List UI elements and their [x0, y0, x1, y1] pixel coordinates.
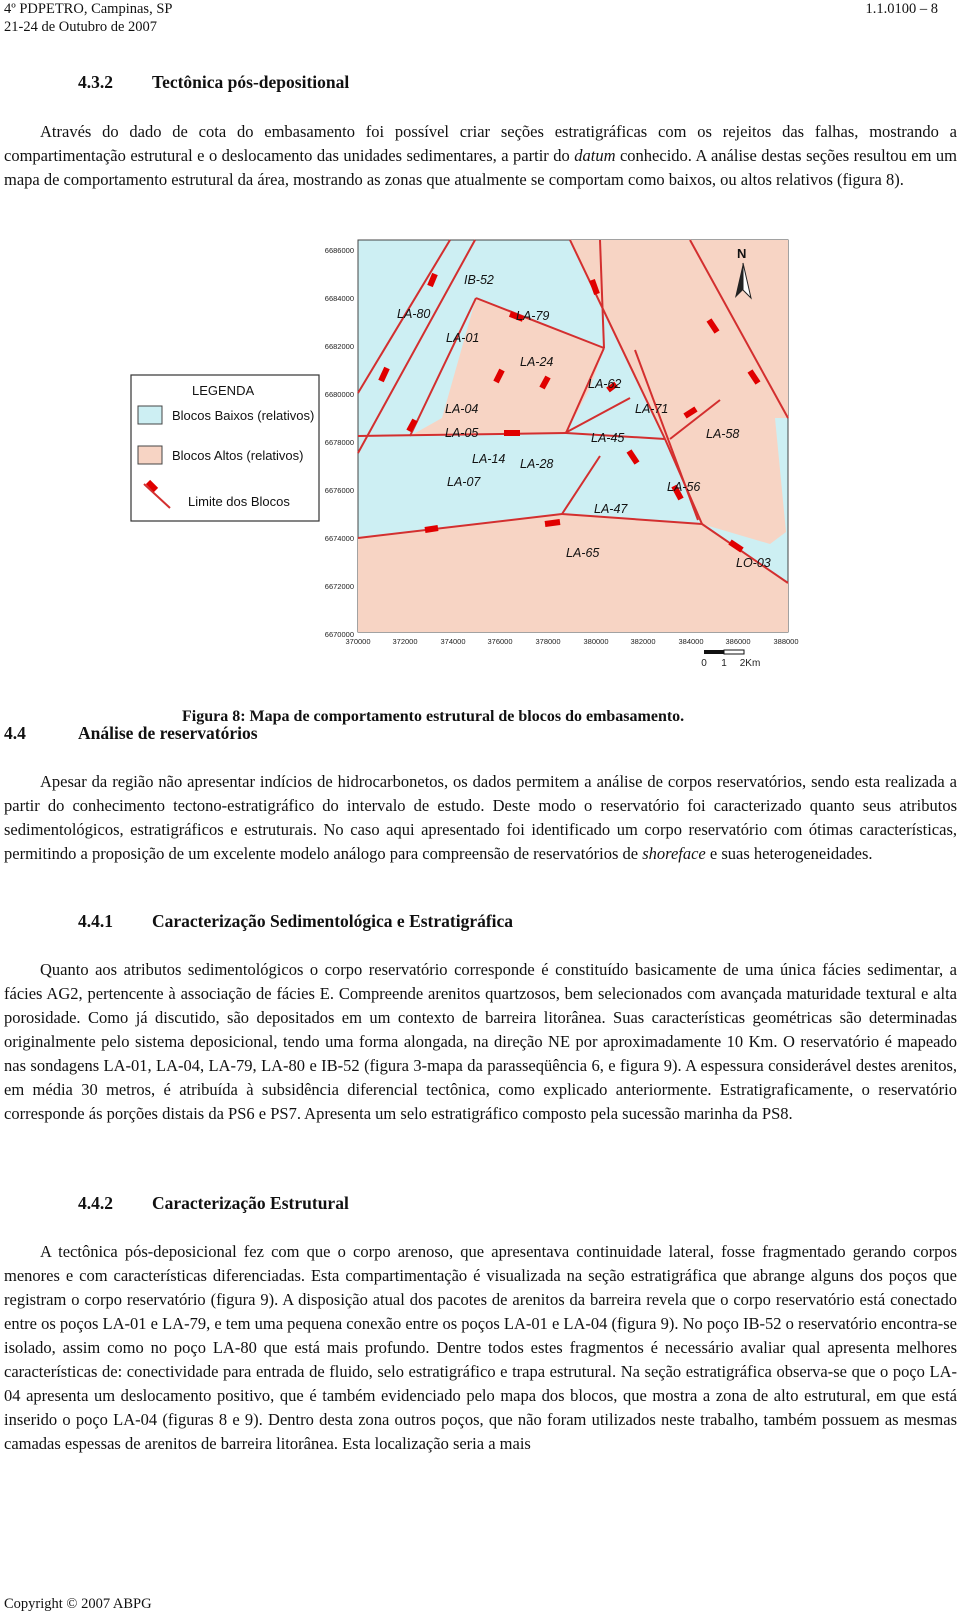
- y-tick: 6678000: [324, 438, 354, 447]
- well-la71: LA-71: [635, 402, 669, 416]
- x-tick: 388000: [773, 637, 799, 646]
- section-number: 4.3.2: [78, 72, 113, 92]
- legend-limit-label: Limite dos Blocos: [188, 494, 290, 509]
- paragraph-tectonica: [4, 120, 957, 192]
- italic-term: datum: [574, 146, 616, 165]
- section-number: 4.4: [4, 723, 26, 743]
- well-la58: LA-58: [706, 427, 740, 441]
- well-ib52: IB-52: [464, 273, 494, 287]
- well-la80: LA-80: [397, 307, 431, 321]
- italic-term: shoreface: [642, 844, 706, 863]
- paragraph-text: Através do dado de cota do embasamento foi possível criar seções estratigráficas com os rejeitos das falhas, mostrando a compartimentação estrutural e o deslocamento das unidades sedimentares, a partir do: [4, 122, 957, 165]
- scale-tick: 1: [721, 658, 727, 669]
- y-tick: 6682000: [324, 342, 354, 351]
- section-heading-4-4-1: [78, 911, 513, 932]
- well-la14: LA-14: [472, 452, 506, 466]
- header-event-date: 21-24 de Outubro de 2007: [4, 19, 158, 35]
- section-title: Análise de reservatórios: [78, 723, 258, 743]
- section-number: 4.4.2: [78, 1193, 113, 1213]
- y-tick: 6676000: [324, 486, 354, 495]
- x-tick: 372000: [392, 637, 418, 646]
- well-la04: LA-04: [445, 402, 479, 416]
- y-tick: 6670000: [324, 630, 354, 639]
- well-la79: LA-79: [516, 309, 550, 323]
- figure-8-map: [130, 238, 810, 688]
- x-axis: [345, 637, 798, 646]
- scale-tick: 0: [701, 658, 707, 669]
- paragraph-text: Apesar da região não apresentar indícios de hidrocarbonetos, os dados permitem a análise de corpos reservatórios, sendo esta realizada a partir do conhecimento tectono-estratigráfico do intervalo de estudo. Deste modo o reservatório foi caracterizado quanto seus atributos sedimentológicos, estratigráficos e estruturais. No caso aqui apresentado foi identificado um corpo reservatório com ótimas características, permitindo a proposição de um excelente modelo análogo para compreensão de reservatórios de: [4, 772, 957, 863]
- legend-swatch-low: [138, 406, 162, 424]
- section-number: 4.4.1: [78, 911, 113, 931]
- y-tick: 6674000: [324, 534, 354, 543]
- paragraph-reservatorios: [4, 770, 957, 866]
- figure-caption: Figura 8: Mapa de comportamento estrutural de blocos do embasamento.: [182, 708, 685, 725]
- well-la45: LA-45: [591, 431, 625, 445]
- footer-copyright: Copyright © 2007 ABPG: [4, 1596, 152, 1612]
- header-page-code: 1.1.0100 – 8: [865, 1, 938, 17]
- x-tick: 380000: [583, 637, 609, 646]
- y-tick: 6686000: [324, 246, 354, 255]
- legend-low-label: Blocos Baixos (relativos): [172, 408, 315, 423]
- well-la01: LA-01: [446, 331, 480, 345]
- x-tick: 376000: [487, 637, 513, 646]
- section-title: Caracterização Estrutural: [152, 1193, 349, 1213]
- paragraph-estrutural: A tectônica pós-deposicional fez com que o corpo arenoso, que apresentava continuidade lateral, fosse fragmentado gerando corpos menores e com características diferenciadas. Esta compartimentação é visualizada na seção estratigráfica que abrange alguns dos poços que registram o corpo reservatório (figura 9). A disposição atual dos pacotes de arenitos da barreira revela que o corpo reservatório está conectado entre os poços LA-01 e LA-79, e tem uma pequena conexão entre os poços LA-01 e LA-04 (figura 9). No poço IB-52 o reservatório encontra-se isolado, assim como no poço LA-80 que está mais profundo. Dentre todos estes fragmentos é necessário avaliar qual apresenta melhores características de: conectividade para entrada de fluido, selo estratigráfico e trapa estrutural. Na seção estratigráfica observa-se que o poço LA-04 apresenta um deslocamento positivo, que é também evidenciado pelo mapa dos blocos, que mostra a zona de alto estrutural, em que está inserido o poço LA-04 (figuras 8 e 9). Dentro desta zona outros poços, que não foram utilizados neste trabalho, também possuem as mesmas camadas espessas de arenitos de barreira litorânea. Esta localização seria a mais: [4, 1242, 958, 1453]
- well-la65: LA-65: [566, 546, 600, 560]
- header-event-name: 4º PDPETRO, Campinas, SP: [4, 1, 173, 17]
- well-lo03: LO-03: [736, 556, 771, 570]
- y-tick: 6684000: [324, 294, 354, 303]
- map-area: [325, 240, 799, 669]
- north-label: N: [737, 246, 747, 261]
- paragraph-text: conhecido. A análise destas seções resultou em um mapa de comportamento estrutural da área, mostrando as zonas que atualmente se comportam como baixos, ou altos relativos (figura 8).: [4, 146, 957, 189]
- well-la05: LA-05: [445, 426, 479, 440]
- legend-title: LEGENDA: [192, 383, 255, 398]
- x-tick: 384000: [678, 637, 704, 646]
- section-heading-4-4: [4, 723, 258, 744]
- header-event: [4, 0, 172, 36]
- well-la47: LA-47: [594, 502, 628, 516]
- x-tick: 370000: [345, 637, 371, 646]
- section-title: Tectônica pós-depositional: [152, 72, 350, 92]
- well-la56: LA-56: [667, 480, 701, 494]
- legend-swatch-high: [138, 446, 162, 464]
- y-tick: 6672000: [324, 582, 354, 591]
- well-la28: LA-28: [520, 457, 554, 471]
- well-la07: LA-07: [447, 475, 481, 489]
- scale-bar: [701, 650, 760, 669]
- x-tick: 378000: [535, 637, 561, 646]
- x-tick: 382000: [630, 637, 656, 646]
- legend-high-label: Blocos Altos (relativos): [172, 448, 304, 463]
- section-title: Caracterização Sedimentológica e Estratigráfica: [152, 911, 514, 931]
- well-la62: LA-62: [588, 377, 622, 391]
- x-tick: 386000: [725, 637, 751, 646]
- paragraph-sedimentologica: Quanto aos atributos sedimentológicos o corpo reservatório corresponde é constituído basicamente de uma única fácies sedimentar, a fácies AG2, pertencente à associação de fácies E. Compreende arenitos quartzosos, bem selecionados com avançada maturidade textural e alta porosidade. Como já discutido, são depositados em um contexto de barreira litorânea. Suas características geométricas são determinadas originalmente pelo sistema deposicional, tendo uma forma alongada, na direção NE por aproximadamente 10 Km. O reservatório é mapeado nas sondagens LA-01, LA-04, LA-79, LA-80 e IB-52 (figura 3-mapa da parasseqüência 6, e figura 9). A espessura considerável destes arenitos, em média 30 metros, é atribuída à subsidência diferencial tectônica, como explicado anteriormente. Estratigraficamente, o reservatório corresponde ás porções distais da PS6 e PS7. Apresenta um selo estratigráfico composto pela sucessão marinha da PS8.: [4, 960, 957, 1123]
- map-legend: [131, 375, 319, 521]
- section-heading-4-4-2: [78, 1193, 349, 1214]
- y-tick: 6680000: [324, 390, 354, 399]
- x-tick: 374000: [440, 637, 466, 646]
- y-axis: [325, 246, 354, 639]
- section-heading-4-3-2: [78, 72, 349, 93]
- well-la24: LA-24: [520, 355, 554, 369]
- scale-tick: 2Km: [739, 658, 761, 669]
- paragraph-text: e suas heterogeneidades.: [705, 844, 873, 863]
